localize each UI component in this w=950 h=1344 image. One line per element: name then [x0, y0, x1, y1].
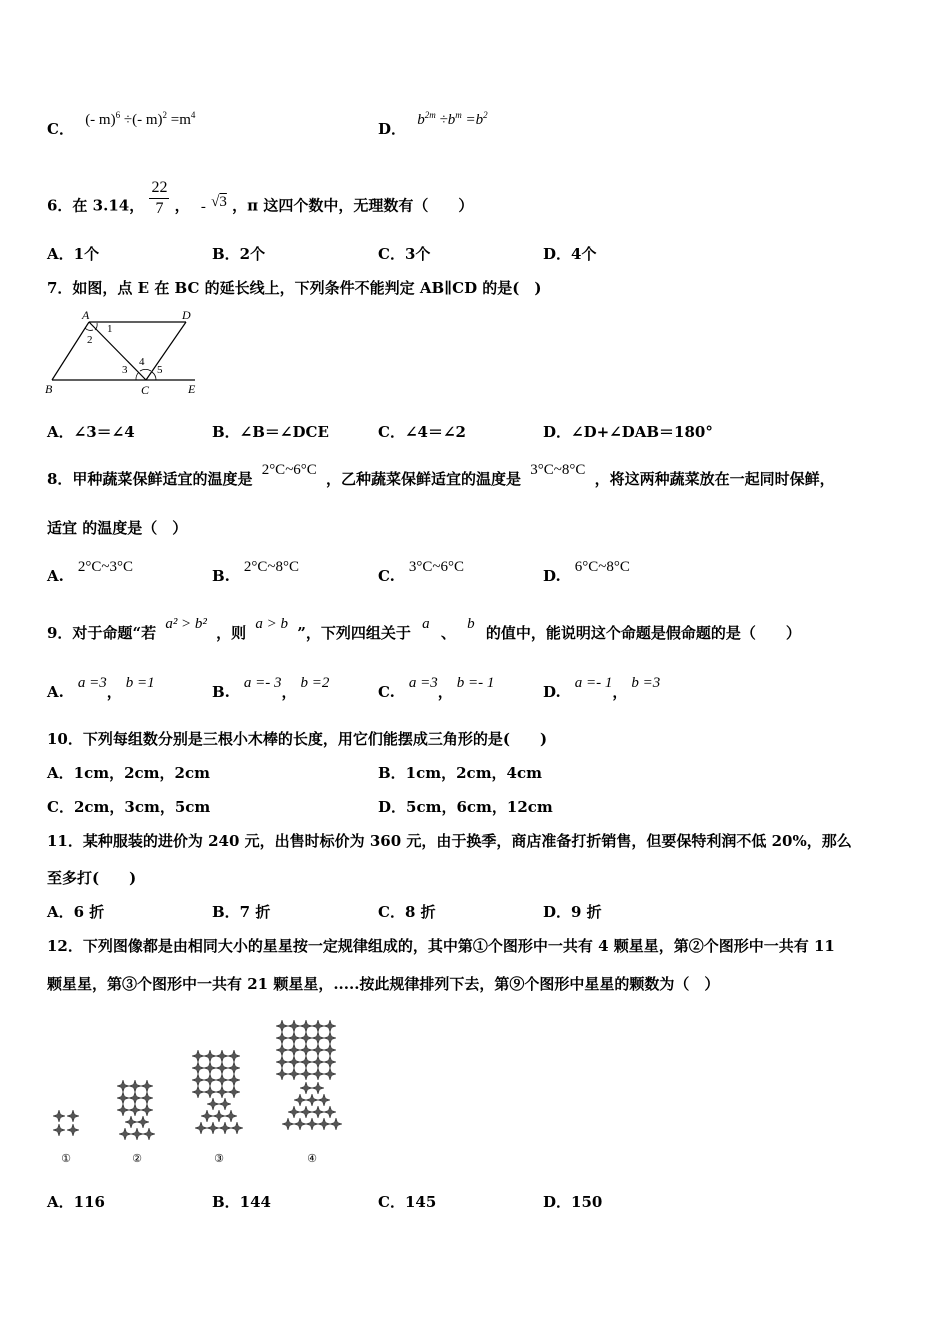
q7-label-b: B: [45, 382, 53, 396]
star-icon: [294, 1094, 306, 1106]
q7-angle-1: 1: [107, 323, 113, 335]
q12-option-a: A．116: [47, 1193, 105, 1211]
q7-figure: [40, 305, 210, 397]
q7-option-d: D．∠D+∠DAB＝180°: [543, 423, 713, 441]
star-icon: [125, 1116, 137, 1128]
star-icon: [324, 1106, 336, 1118]
q10-option-d: D．5cm，6cm，12cm: [378, 798, 553, 816]
star-icon: [276, 1032, 288, 1044]
star-icon: [219, 1098, 231, 1110]
star-icon: [129, 1080, 141, 1092]
star-icon: [201, 1110, 213, 1122]
q11-stem: 11．某种服装的进价为 240 元，出售时标价为 360 元，由于换季，商店准备打折销售，但要保特利润不低 20%，那么: [47, 832, 852, 850]
star-icon: [306, 1094, 318, 1106]
q10-stem: 10．下列每组数分别是三根小木棒的长度，用它们能摆成三角形的是( ): [47, 730, 548, 748]
q9-condition: a² > b²: [165, 616, 207, 632]
q7-angle-4: 4: [139, 356, 145, 368]
star-icon: [141, 1080, 153, 1092]
star-icon: [204, 1074, 216, 1086]
star-icon: [219, 1122, 231, 1134]
q10-option-b: B．1cm，2cm，4cm: [378, 764, 543, 782]
q9-option-d: D. a =- 1， b =3: [543, 675, 661, 701]
q6-option-d: D．4个: [543, 245, 597, 263]
q12-figure-4: [276, 1020, 342, 1130]
q5-option-d: D． $b^{2m} \div b^m =b^2$: [378, 110, 488, 138]
star-icon: [195, 1122, 207, 1134]
star-icon: [204, 1050, 216, 1062]
star-icon: [288, 1068, 300, 1080]
star-icon: [129, 1092, 141, 1104]
q12-stem-line2: 颗星星，第③个图形中一共有 21 颗星星，.....按此规律排列下去，第⑨个图形中星星的颗数为（ ）: [47, 975, 720, 993]
star-icon: [192, 1074, 204, 1086]
star-icon: [225, 1110, 237, 1122]
q12-figure-1: [53, 1110, 79, 1136]
star-icon: [324, 1068, 336, 1080]
star-icon: [300, 1044, 312, 1056]
q11-option-c: C．8 折: [378, 903, 436, 921]
q9-option-a: A. a =3， b =1: [47, 675, 155, 701]
q12-option-c: C．145: [378, 1193, 437, 1211]
q7-option-a: A．∠3＝∠4: [47, 423, 135, 441]
star-icon: [300, 1106, 312, 1118]
q12-figure-2: [117, 1080, 155, 1140]
star-icon: [228, 1050, 240, 1062]
q7-option-c: C．∠4＝∠2: [378, 423, 466, 441]
star-icon: [312, 1044, 324, 1056]
q12-figure-label-2: ②: [132, 1153, 142, 1165]
star-icon: [312, 1032, 324, 1044]
q7-angle-2: 2: [87, 334, 93, 346]
q11-stem-line2: 至多打( ): [47, 869, 137, 887]
star-icon: [276, 1020, 288, 1032]
star-icon: [228, 1086, 240, 1098]
star-icon: [216, 1074, 228, 1086]
star-icon: [117, 1092, 129, 1104]
star-icon: [117, 1104, 129, 1116]
star-icon: [276, 1056, 288, 1068]
q7-option-b: B．∠B＝∠DCE: [212, 423, 329, 441]
star-icon: [312, 1020, 324, 1032]
q6-fraction: $\frac{22}{7}$: [151, 179, 168, 217]
q8-stem: 8．甲种蔬菜保鲜适宜的温度是 2°C~6°C ，乙种蔬菜保鲜适宜的温度是 3°C~8°C ，将这两种蔬菜放在一起同时保鲜，: [47, 462, 835, 488]
star-icon: [300, 1020, 312, 1032]
star-icon: [330, 1118, 342, 1130]
q9-option-b: B. a =- 3， b =2: [212, 675, 330, 701]
q7-stem: 7．如图，点 E 在 BC 的延长线上，下列条件不能判定 AB∥CD 的是( ): [47, 279, 542, 297]
q8-range-1: 2°C~6°C: [261, 462, 317, 478]
star-icon: [53, 1110, 65, 1122]
q7-label-a: A: [82, 308, 90, 322]
q6-option-a: A．1个: [47, 245, 100, 263]
q7-angle-5: 5: [157, 364, 163, 376]
star-icon: [67, 1124, 79, 1136]
star-icon: [216, 1050, 228, 1062]
q6-stem: 6．在 3.14， $\frac{22}{7}$ ， - √3 ，π 这四个数中，无理数有（ ）: [47, 179, 474, 217]
star-icon: [192, 1050, 204, 1062]
star-icon: [324, 1044, 336, 1056]
q7-label-e: E: [188, 382, 196, 396]
star-icon: [282, 1118, 294, 1130]
q12-option-b: B．144: [212, 1193, 271, 1211]
q8-range-2: 3°C~8°C: [530, 462, 586, 478]
star-icon: [67, 1110, 79, 1122]
star-icon: [306, 1118, 318, 1130]
star-icon: [288, 1020, 300, 1032]
star-icon: [207, 1122, 219, 1134]
star-icon: [192, 1086, 204, 1098]
star-icon: [318, 1094, 330, 1106]
star-icon: [228, 1062, 240, 1074]
star-icon: [231, 1122, 243, 1134]
q8-option-a: A. 2°C~3°C: [47, 559, 133, 585]
star-icon: [276, 1044, 288, 1056]
q6-option-c: C．3个: [378, 245, 431, 263]
q9-conclusion: a > b: [255, 616, 289, 632]
star-icon: [129, 1104, 141, 1116]
star-icon: [300, 1056, 312, 1068]
star-icon: [216, 1062, 228, 1074]
star-icon: [137, 1116, 149, 1128]
star-icon: [288, 1032, 300, 1044]
star-icon: [300, 1032, 312, 1044]
q8-stem-line2: 适宜 的温度是（ ）: [47, 519, 188, 537]
star-icon: [141, 1104, 153, 1116]
q8-option-d: D. 6°C~8°C: [543, 559, 630, 585]
q12-figure-label-3: ③: [214, 1153, 224, 1165]
q11-option-a: A．6 折: [47, 903, 105, 921]
q7-label-c: C: [141, 383, 150, 397]
star-icon: [143, 1128, 155, 1140]
star-icon: [204, 1062, 216, 1074]
q5-option-d-expression: $b^{2m} \div b^m =b^2$: [417, 110, 488, 128]
q5-option-c: C． (- m)$^6$ ÷(- $m)^2 =m^4$: [47, 110, 196, 138]
q9-stem: 9．对于命题“若 a² > b² ，则 a > b ”，下列四组关于 a 、 b 的值中，能说明这个命题是假命题的是（ ）: [47, 616, 801, 642]
star-icon: [117, 1080, 129, 1092]
q12-star-figures: [45, 1012, 365, 1170]
star-icon: [324, 1032, 336, 1044]
star-icon: [131, 1128, 143, 1140]
q6-option-b: B．2个: [212, 245, 266, 263]
q11-option-b: B．7 折: [212, 903, 271, 921]
q10-option-c: C．2cm，3cm，5cm: [47, 798, 211, 816]
q12-figure-label-1: ①: [61, 1153, 71, 1165]
q8-option-c: C. 3°C~6°C: [378, 559, 465, 585]
star-icon: [324, 1056, 336, 1068]
q7-angle-3: 3: [122, 364, 128, 376]
q11-option-d: D．9 折: [543, 903, 602, 921]
star-icon: [324, 1020, 336, 1032]
star-icon: [318, 1118, 330, 1130]
q6-sqrt: √3: [211, 193, 227, 210]
star-icon: [192, 1062, 204, 1074]
star-icon: [53, 1124, 65, 1136]
star-icon: [213, 1110, 225, 1122]
q12-figure-3: [192, 1050, 243, 1134]
star-icon: [288, 1056, 300, 1068]
q8-option-b: B. 2°C~8°C: [212, 559, 300, 585]
q10-option-a: A．1cm，2cm，2cm: [47, 764, 210, 782]
q7-label-d: D: [182, 308, 191, 322]
q5-option-c-expression: (- m)$^6$ ÷(- $m)^2 =m^4$: [85, 110, 196, 128]
star-icon: [288, 1106, 300, 1118]
q12-option-d: D．150: [543, 1193, 603, 1211]
star-icon: [312, 1056, 324, 1068]
star-icon: [207, 1098, 219, 1110]
star-icon: [288, 1044, 300, 1056]
star-icon: [141, 1092, 153, 1104]
q12-figure-label-4: ④: [307, 1153, 317, 1165]
star-icon: [300, 1082, 312, 1094]
star-icon: [294, 1118, 306, 1130]
star-icon: [276, 1068, 288, 1080]
star-icon: [312, 1082, 324, 1094]
star-icon: [119, 1128, 131, 1140]
q9-option-c: C. a =3， b =- 1: [378, 675, 495, 701]
star-icon: [228, 1074, 240, 1086]
star-icon: [204, 1086, 216, 1098]
q12-stem: 12．下列图像都是由相同大小的星星按一定规律组成的，其中第①个图形中一共有 4 颗星星，第②个图形中一共有 11: [47, 937, 835, 955]
star-icon: [312, 1106, 324, 1118]
star-icon: [312, 1068, 324, 1080]
star-icon: [300, 1068, 312, 1080]
star-icon: [216, 1086, 228, 1098]
